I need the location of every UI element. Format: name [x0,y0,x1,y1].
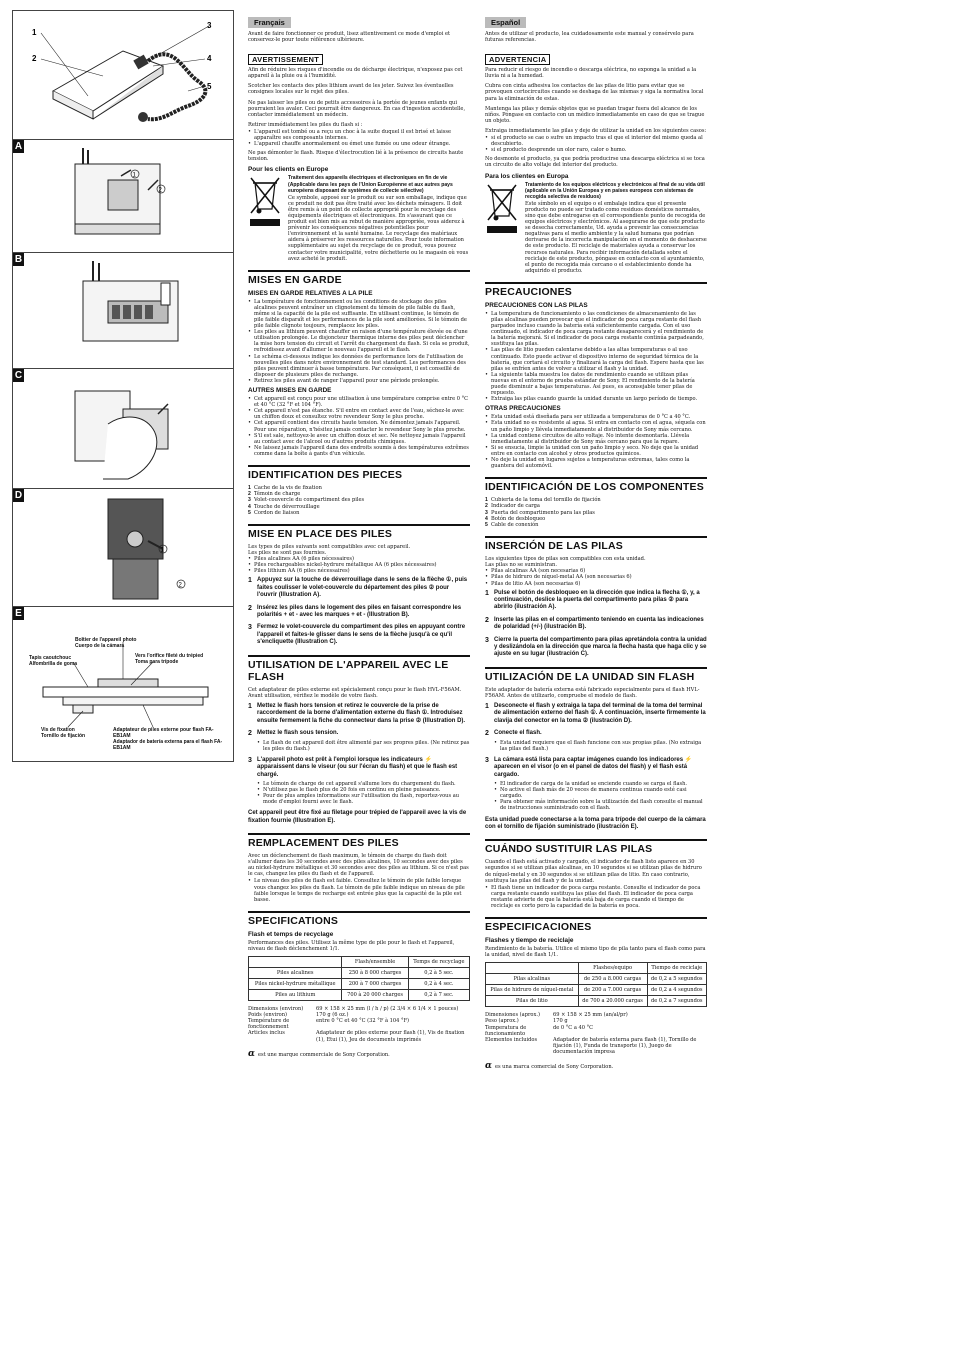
battery-intro: Las pilas no se suministran. [485,562,557,569]
illustration-panel [12,10,234,762]
europe-title: Para los clientes en Europa [485,172,569,180]
section-specifications: SPECIFICATIONS [248,911,470,927]
figure-c [13,368,233,488]
trademark-note: αes una marca comercial de Sony Corporation. [485,1060,614,1071]
usage-intro: Este adaptador de batería externa está fabricado especialmente para el flash HVL-F56AM. Antes de utilizarlo, compruebe el modelo de flash. [485,686,700,699]
install-step: 2 Inserte las pilas en el compartimento teniendo en cuenta las indicaciones de polaridad (+/-) (ilustración B). [485,616,704,631]
trademark-note: αest une marque commerciale de Sony Corporation. [248,1048,390,1059]
adapter-overview-drawing [13,11,233,139]
intro: Antes de utilizar el producto, lea cuidadosamente este manual y consérvelo para futuras referencias. [485,31,694,44]
table-row: Piles au lithium 700 à 20 000 charges 0,2 à 7 sec. [249,990,470,1001]
precaution-item: • La siguiente tabla muestra los datos de rendimiento cuando se utilizan pilas nuevas en el entorno de prueba estándar de Sony. El rendimiento de la batería puede disminuir a bajas temperaturas. Así pues, es aconsejable tener pilas de repuesto. [485,372,707,396]
battery-type: • Pilas de hidruro de níquel-metal AA (son necesarias 6) [485,574,707,580]
section-identificacion: IDENTIFICACIÓN DE LOS COMPONENTES [485,477,707,493]
callout-2: 2 [32,54,37,63]
sub-otras: OTRAS PRECAUCIONES [485,405,561,413]
warning-para: Extraiga inmediatamente las pilas y deje de utilizar la unidad en los siguientes casos: [485,127,707,134]
install-step: 3 Cierre la puerta del compartimento para pilas apretándola contra la unidad y deslizándola en la dirección que marca la flecha hasta que haga clic y se ajuste en su lugar (ilustración C). [485,636,707,658]
weee-block [248,175,470,261]
weee-bold: Traitement des appareils électriques et électroniques en fin de vie (Applicable dans les pays de l'Union Européenne et aux autres pays européens disposant de systèmes de collecte sélective) [288,175,453,194]
table-row: Piles nickel-hydrure métallique 200 à 7 000 charges 0,2 à 4 sec. [249,979,470,990]
specs-sub: Flash et temps de recyclage [248,930,334,938]
table-row: Pilas alcalinas de 250 a 8.000 cargas de 0,2 a 5 segundos [486,974,707,985]
precaution-item: • La température de fonctionnement ou les conditions de stockage des piles alcalines peuvent entraîner un clignotement du témoin de pile faible du flash, même si la capacité de la pile est suffisante. En utilisant continue, le témoin de pile faible disparaît et les performances de la pile sont améliorées. Si le témoin de pile faible clignote toujours, remplacez les piles. [248,299,470,329]
replacement-text: Avec un déclenchement de flash maximum, le témoin de charge du flash doit s'allumer dans les 30 secondes avec des piles alcalines, 10 secondes avec des piles au nickel-hydrure métallique et 30 secondes avec des piles au lithium. Si ce n'est pas le cas, changez les piles du flash et de l'appareil. [248,853,469,878]
warning-bullet: • si el producto se cae o sufre un impacto tras el que el interior del mismo queda al descubierto. [485,135,707,147]
warning-label: AVERTISSEMENT [248,54,323,65]
part-item: 1 Cubierta de la toma del tornillo de fijación [485,497,601,504]
figure-a-step-1: 1 [132,172,136,179]
usage-step: 1 Mettez le flash hors tension et retirez le couvercle de la prise de raccordement de la borne d'alimentation externe du flash ①. Introduisez ensuite fermement la fiche du connecteur dans la prise ② (Illustration D). [248,702,466,724]
warning-para: Retirer immédiatement les piles du flash si : [248,121,363,128]
usage-intro: Cet adaptateur de piles externe est spécialement conçu pour le flash HVL-F56AM. Avant utilisation, vérifiez le modèle de votre flash. [248,686,462,699]
figure-b-label: B [14,254,23,265]
label-external-adapter: Adaptateur de piles externe pour flash FA-EB1AM Adaptador de batería externa para el flash FA-EB1AM [113,727,223,751]
spec-list: Dimensions (environ) 69 × 158 × 25 mm (l / h / p) (2 3/4 × 6 1/4 × 1 pouces) Poids (environ) 170 g (6 oz.) Température de fonctionnement entre 0 °C et 40 °C (32 °F à 104 °F) Articles inclus Adaptateur de piles externe pour flash (1), Vis de fixation (1), Etui (1), Jeu de documents imprimés [248,1006,465,1043]
section-utilizacion: UTILIZACIÓN DE LA UNIDAD SIN FLASH [485,667,707,683]
usage-step: 3 L'appareil photo est prêt à l'emploi lorsque les indicateurs ⚡ apparaissent dans le viseur (ou sur l'écran du flash) et que le flash est chargé. • Le témoin de charge de cet appareil s'allume lors du chargement du flash. • N'utilisez pas le flash plus de 20 fois en continu en pleine puissance. • Pour de plus amples informations sur l'utilisation du flash, reportez-vous au mode d'emploi fourni avec le flash. [248,757,470,806]
figure-a [13,139,233,252]
figure-a-label: A [14,141,23,152]
language-tag: Español [485,17,526,28]
precaution-item: • Cet appareil est conçu pour une utilisation à une température comprise entre 0 °C et 40 °C (32 °F et 104 °F). [248,396,470,408]
section-cuando: CUÁNDO SUSTITUIR LAS PILAS [485,839,707,855]
warning-para: Ne pas laisser les piles ou de petits accessoires à la portée de jeunes enfants qui pourraient les avaler. Ceci pourrait être dangereux. En cas d'ingestion accidentelle, contacter immédiatement un médecin. [248,99,466,118]
precaution-item: • Cet appareil contient des circuits haute tension. Ne démontez jamais l'appareil. Pour une réparation, n'hésitez jamais contacter le revendeur Sony le plus proche. [248,420,470,432]
specs-intro: Performances des piles. Utilisez la même type de pile pour le flash et l'appareil, niveau de flash déclenchement 1/1. [248,939,455,952]
specs-intro: Rendimiento de la batería. Utilice el mismo tipo de pila tanto para el flash como para la unidad, nivel de flash 1/1. [485,946,706,959]
section-precauciones: PRECAUCIONES [485,282,707,298]
crossed-bin-icon [248,175,282,227]
spanish-column [485,10,707,1071]
part-item: 3 Puerta del compartimento para las pilas [485,509,595,516]
intro: Avant de faire fonctionner ce produit, lisez attentivement ce mode d'emploi et conservez-le pour toute référence ultérieure. [248,31,451,44]
section-utilisation: UTILISATION DE L'APPAREIL AVEC LE FLASH [248,655,470,683]
figure-b [13,252,233,368]
precaution-item: • S'il est sale, nettoyez-le avec un chiffon doux et sec. Ne nettoyez jamais l'appareil au contact avec de l'alcool ou d'autres produits chimiques. [248,433,470,445]
figure-d-label: D [14,490,23,501]
figure-c-label: C [14,370,23,381]
table-row: Piles alcalines 250 à 8 000 charges 0,2 à 5 sec. [249,968,470,979]
usage-step: 2 Conecte el flash. • Esta unidad requiere que el flash funcione con sus propias pilas. (No extraiga las pilas del flash.) [485,730,707,752]
figure-d-step-2: 2 [178,582,182,589]
figure-a-step-2: 2 [158,187,162,194]
label-fixing-screw: Vis de fixation Tornillo de fijación [41,727,86,739]
usage-step: 3 La cámara está lista para captar imágenes cuando los indicadores ⚡ aparecen en el visor (o en el panel de datos del flash) y el flash está cargado. • El indicador de carga de la unidad se enciende cuando se carga el flash. • No active el flash más de 20 veces de manera continua cuando esté casi cargado. • Para obtener más información sobre la utilización del flash consulte el manual de instrucciones suministrado con el flash. [485,757,707,812]
warning-end: Ne pas démonter le flash. Risque d'électrocution lié à la présence de circuits haute tension. [248,150,464,163]
part-item: 3 Volet-couvercle du compartiment des piles [248,497,365,504]
figure-d [13,488,233,606]
sub-prec-pilas: PRECAUCIONES CON LAS PILAS [485,301,588,309]
callout-4: 4 [207,54,212,63]
battery-intro: Los siguientes tipos de pilas son compatibles con esta unidad. [485,556,646,563]
figure-d-step-1: 1 [160,547,164,554]
part-item: 2 Indicador de carga [485,503,540,510]
crossed-bin-icon [485,182,519,234]
figure-e-label: E [13,607,24,620]
install-step: 1 Pulse el botón de desbloqueo en la dirección que indica la flecha ①, y, a continuación, deslice la puerta del compartimento para pilas ② para abrirlo (ilustración A). [485,589,700,611]
sub-autres: AUTRES MISES EN GARDE [248,387,332,395]
warning-para: Scotcher les contacts des piles lithium avant de les jeter. Suivez les éventuelles consignes locales sur le rejet des piles. [248,83,454,96]
section-remplacement: REMPLACEMENT DES PILES [248,833,470,849]
install-step: 2 Insérez les piles dans le logement des piles en faisant correspondre les polarités + et - avec les marques + et - (Illustration B). [248,604,462,619]
tripod-note: Cet appareil peut être fixé au filetage pour trépied de l'appareil avec la vis de fixation fournie (Illustration E). [248,810,467,824]
warning-para: Mantenga las pilas y demás objetos que se puedan tragar fuera del alcance de los niños. Póngase en contacto con un médico inmediatamente en caso de que se trague un objeto. [485,105,705,124]
precaution-item: • Las pilas de litio pueden calentarse debido a las altas temperaturas o al uso continuado. Esto puede activar el dispositivo interno de seguridad térmica de la batería, que cortará el circuito y finalizará la carga del flash. Espere hasta que las pilas se enfríen antes de volver a utilizar el flash y la unidad. [485,347,707,371]
install-step: 3 Fermez le volet-couvercle du compartiment des piles en appuyant contre l'appareil et faites-le glisser dans le sens de la flèche jusqu'à ce qu'il s'encliquette (Illustration C). [248,624,466,646]
precaution-item: • Cet appareil n'est pas étanche. S'il entre en contact avec de l'eau, séchez-le avec un chiffon doux et consultez votre revendeur Sony le plus proche. [248,408,470,420]
warning-end: No desmonte el producto, ya que podría producirse una descarga eléctrica si se toca un circuito de alto voltaje del interior del producto. [485,156,705,169]
section-insercion: INSERCIÓN DE LAS PILAS [485,536,707,552]
battery-intro: Les types de piles suivants sont compatibles avec cet appareil. [248,543,411,550]
recycle-table: Flashes/equipo Tiempo de reciclaje Pilas alcalinas de 250 a 8.000 cargas de 0,2 a 5 segundos Pilas de hidruro de níquel-metal de 200 a 7.000 cargas de 0,2 a 4 segundos Pilas de litio de 700 a 20.000 cargas de 0,2 a 7 segundos [485,962,707,1007]
replacement-bullet: • Le niveau des piles de flash est faible. Consultez le témoin de pile faible lorsque vous changez les piles du flash. Le témoin de pile faible indique un niveau de pile faible lorsque le temps de recharge est entrée plus que la capacité de la pile est basse. [248,878,470,902]
recycle-table: Flash/ensemble Temps de recyclage Piles alcalines 250 à 8 000 charges 0,2 à 5 sec. Piles nickel-hydrure métallique 200 à 7 000 charges 0,2 à 4 sec. Piles au lithium 700 à 20 000 charges 0,2 à 7 sec. [248,956,470,1001]
usage-step: 1 Desconecte el flash y extraiga la tapa del terminal de la toma del terminal de alimentación externo del flash ①. A continuación, inserte firmemente la clavija del conector en la toma ② (ilustración D). [485,703,706,724]
part-item: 1 Cache de la vis de fixation [248,484,322,491]
weee-text: Ce symbole, apposé sur le produit ou sur son emballage, indique que ce produit ne doit pas être traité avec les déchets ménagers. Il doit être remis à un point de collecte approprié pour le recyclage des équipements électriques et électroniques. En s'assurant que ce produit est bien mis au rebut de manière appropriée, vous aiderez à prévenir les conséquences négatives potentielles pour l'environnement et la santé humaine. Le recyclage des matériaux aidera à préserver les ressources naturelles. Pour toute information supplémentaire au sujet du recyclage de ce produit, vous pouvez contacter votre municipalité, votre déchetterie ou le magasin où vous avez acheté le produit. [288,194,469,262]
warning-bullet: • L'appareil chauffe anormalement ou émet une fumée ou une odeur étrange. [248,141,470,147]
sub-mises-piles: MISES EN GARDE RELATIVES A LA PILE [248,289,373,297]
figure-c-drawing [13,369,233,489]
install-step: 1 Appuyez sur la touche de déverrouillage dans le sens de la flèche ①, puis faites coulisser le volet-couvercle du département des piles ② pour l'ouvrir (Illustration A). [248,577,468,599]
part-item: 2 Témoin de charge [248,491,301,498]
figure-b-drawing [13,253,233,369]
callout-1: 1 [32,28,37,37]
weee-text: Este símbolo en el equipo o el embalaje indica que el presente producto no puede ser tratado como residuos domésticos normales, sino que debe entregarse en el correspondiente punto de recogida de equipos eléctricos y electrónicos. Al asegurarse de que este producto se desecha correctamente, Ud. ayuda a prevenir las consecuencias negativas para el medio ambiente y la salud humana que podrían derivarse de la incorrecta manipulación en el momento de deshacerse de este producto. El reciclaje de materiales ayuda a conservar los recursos naturales. Para recibir información detallada sobre el reciclaje de este producto, póngase en contacto con el ayuntamiento, el punto de recogida más cercano o el establecimiento donde ha adquirido el producto. [525,200,707,274]
label-rubber-mat: Tapis caoutchouc Alfombrilla de goma [29,655,78,667]
battery-intro: Les piles ne sont pas fournies. [248,550,327,557]
callout-5: 5 [207,82,212,91]
part-item: 5 Cable de conexión [485,521,539,528]
warning-para: Para reducir el riesgo de incendio o descarga eléctrica, no exponga la unidad a la lluvia ni a la humedad. [485,67,697,80]
usage-step: 2 Mettez le flash sous tension. • Le flash de cet appareil doit être alimenté par ses propres piles. (Ne retirez pas les piles du flash.) [248,730,470,752]
precaution-item: • Le schéma ci-dessous indique les données de performance lors de l'utilisation de nouvelles piles dans notre environnement de test standard. Les performances des piles peuvent diminuer à basse température. Par conséquent, il est conseillé de disposer de plusieurs piles de rechange. [248,354,470,378]
french-column [248,10,470,1059]
warning-bullet: • L'appareil est tombé ou a reçu un choc à la suite duquel il est brisé et laisse apparaître ses composants internes. [248,129,470,141]
precaution-item: • La unidad contiene circuitos de alto voltaje. No intente desmontarla. Llévela inmediatamente al distribuidor de Sony más cercano para que la repare. [485,433,707,445]
precaution-item: • No deje la unidad en lugares sujetos a temperaturas extremas, tales como la guantera del automóvil. [485,457,707,469]
battery-type: • Piles rechargeables nickel-hydrure métallique AA (6 piles nécessaires) [248,562,470,568]
warning-para: Afin de réduire les risques d'incendie ou de décharge électrique, n'exposez pas cet appareil à la pluie ou à l'humidité. [248,67,463,80]
battery-type: • Pilas alcalinas AA (son necesarias 6) [485,568,707,574]
label-tripod-hole: Vers l'orifice fileté du trépied Toma para trípode [135,653,204,665]
alpha-logo-icon: α [248,1048,255,1059]
precaution-item: • Si se ensucia, limpie la unidad con un paño limpio y seco. No deje que la unidad entre en contacto con alcohol y otros productos químicos. [485,445,707,457]
section-especificaciones: ESPECIFICACIONES [485,917,707,933]
warning-bullet: • si el producto desprende un olor raro, calor o humo. [485,147,707,153]
weee-bold: Tratamiento de los equipos eléctricos y electrónicos al final de su vida útil (aplicable en la Unión Europea y en países europeos con sistemas de recogida selectiva de residuos) [525,181,705,200]
precaution-item: • La temperatura de funcionamiento o las condiciones de almacenamiento de las pilas alcalinas pueden provocar que el indicador de poca carga restante del flash parpadee incluso cuando la batería está suficientemente cargada. Con el uso continuado, el indicador de poca carga restante desaparecerá y el rendimiento de la batería mejorará. Si el indicador de poca carga restante continúa parpadeando, sustituya las pilas. [485,311,707,348]
table-row: Pilas de litio de 700 a 20.000 cargas de 0,2 a 7 segundos [486,996,707,1007]
part-item: 4 Touche de déverrouillage [248,503,320,510]
battery-type: • Pilas de litio AA (son necesarias 6) [485,581,707,587]
europe-title: Pour les clients en Europe [248,166,329,174]
section-identification: IDENTIFICATION DES PIECES [248,465,470,481]
alpha-logo-icon: α [485,1060,492,1071]
overview-figure [13,11,233,139]
language-tag: Français [248,17,291,28]
precaution-item: • Retirez les piles avant de ranger l'appareil pour une période prolongée. [248,378,470,384]
section-mises-en-garde: MISES EN GARDE [248,270,470,286]
battery-type: • Piles lithium AA (6 piles nécessaires) [248,568,470,574]
spec-list: Dimensiones (aprox.) 69 × 158 × 25 mm (an/al/pr) Peso (aprox.) 170 g Temperatura de funcionamiento de 0 °C a 40 °C Elementos incluidos Adaptador de batería externa para flash (1), Tornillo de fijación (1), Funda de transporte (1), Juego de documentación impresa [485,1012,697,1055]
callout-3: 3 [207,21,212,30]
part-item: 4 Botón de desbloqueo [485,515,546,522]
precaution-item: • Les piles au lithium peuvent chauffer en raison d'une température élevée ou d'une utilisation prolongée. Le disjoncteur thermique interne des piles peut déclencher la mise hors tension du circuit et l'arrêt du chargement du flash. Si cela se produit, refroidissez avant d'allumer le nouveau l'appareil et le flash. [248,329,470,353]
warning-para: Cubra con cinta adhesiva los contactos de las pilas de litio para evitar que se provoquen cortocircuitos cuando se deshaga de las mismas y siga la normativa local para la eliminación de estas. [485,83,704,102]
precaution-item: • Extraiga las pilas cuando guarde la unidad durante un largo período de tiempo. [485,396,707,402]
label-camera-mount: Boîtier de l'appareil photo Cuerpo de la cámara [75,637,137,649]
weee-block [485,182,707,274]
precaution-item: • Ne laissez jamais l'appareil dans des endroits soumis à des températures extrêmes comme dans la boîte à gants d'un véhicule. [248,445,470,457]
replacement-text: Cuando el flash está activado y cargado, el indicador de flash listo aparece en 30 segundos si se utilizan pilas alcalinas, en 10 segundos si se utilizan pilas de hidruro de níquel-metal y en 30 segundos si se utilizan pilas de litio. En caso contrario, sustituya las pilas del flash y de la unidad. [485,859,702,884]
warning-label: ADVERTENCIA [485,54,550,65]
precaution-item: • Esta unidad no es resistente al agua. Si entra en contacto con el agua, séquela con un paño limpio y llévela inmediatamente al distribuidor de Sony más cercano. [485,420,707,432]
figure-a-drawing [13,140,233,253]
tripod-note: Esta unidad puede conectarse a la toma para trípode del cuerpo de la cámara con el tornillo de fijación suministrado (ilustración E). [485,816,706,830]
section-mise-en-place: MISE EN PLACE DES PILES [248,524,470,540]
replacement-bullet: • El flash tiene un indicador de poca carga restante. Consulte el indicador de poca carga restante cuando sustituya las pilas del flash. El indicador de poca carga restante advierte de que la batería está baja de carga cuando el tiempo de reciclaje es corto pero la capacidad de la batería es poca. [485,885,707,909]
part-item: 5 Cordon de liaison [248,509,300,516]
figure-d-drawing [13,489,233,607]
table-row: Pilas de hidruro de níquel-metal de 200 a 7.000 cargas de 0,2 a 4 segundos [486,985,707,996]
precaution-item: • Esta unidad está diseñada para ser utilizada a temperaturas de 0 °C a 40 °C. [485,414,707,420]
battery-type: • Piles alcalines AA (6 piles nécessaires) [248,556,470,562]
specs-sub: Flashes y tiempo de reciclaje [485,937,574,945]
figure-e [13,606,233,762]
